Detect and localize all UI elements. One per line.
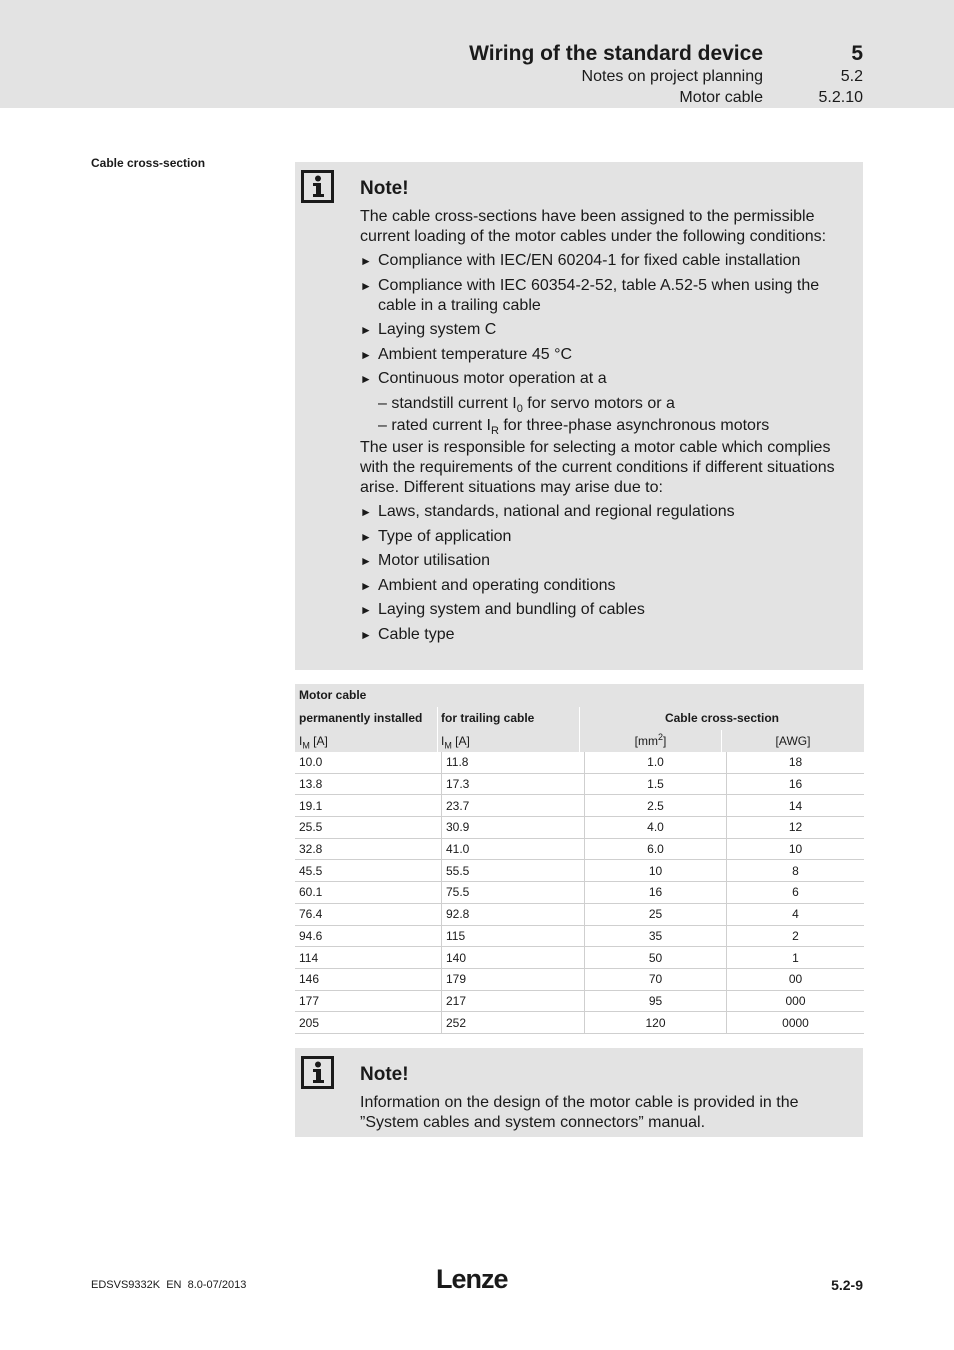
situation-list — [360, 502, 855, 645]
bullet-arrow-icon: ► — [360, 323, 372, 338]
note-middle: The user is responsible for selecting a motor cable which complies with the requirements of the current conditions if different situations arise. Different situations may arise due to: — [360, 438, 835, 496]
note-box-2 — [295, 1048, 863, 1137]
data-table — [295, 752, 864, 1034]
table-cell: 205 — [295, 1012, 442, 1034]
table-header — [295, 684, 864, 752]
table-row — [295, 968, 864, 990]
motor-cable-table — [295, 684, 864, 1034]
table-cell: 252 — [442, 1012, 585, 1034]
table-cell: 10 — [727, 838, 865, 860]
list-item: ► Ambient temperature 45 °C — [360, 345, 573, 363]
table-cell: 0000 — [727, 1012, 865, 1034]
table-cell: 179 — [442, 968, 585, 990]
table-cell: 4.0 — [585, 817, 727, 839]
note-body — [360, 207, 855, 650]
table-cell: 13.8 — [295, 773, 442, 795]
table-cell: 8 — [727, 860, 865, 882]
bullet-arrow-icon: ► — [360, 529, 372, 544]
table-cell: 146 — [295, 968, 442, 990]
list-item: ► Laying system C — [360, 321, 497, 339]
table-row — [295, 795, 864, 817]
table-cell: 76.4 — [295, 903, 442, 925]
table-cell: 6.0 — [585, 838, 727, 860]
sub-item-standstill: – standstill current $I_0$ for servo motors or a — [378, 394, 675, 416]
table-cell: 140 — [442, 947, 585, 969]
table-cell: 41.0 — [442, 838, 585, 860]
table-cell: 50 — [585, 947, 727, 969]
page-header — [0, 0, 954, 108]
subsection-title: Motor cable — [679, 89, 763, 106]
note-title: Note! — [360, 1064, 409, 1085]
table-cell: 70 — [585, 968, 727, 990]
list-item: ► Type of application — [360, 527, 512, 545]
chapter-number: 5 — [851, 42, 863, 65]
list-item: ► Ambient and operating conditions — [360, 576, 616, 594]
unit-permanent: $I_M$ [A] — [299, 734, 328, 751]
condition-list — [360, 251, 855, 389]
unit-mm2: $[mm^2]$ — [634, 732, 667, 748]
table-row — [295, 860, 864, 882]
unit-trailing: $I_M$ [A] — [441, 734, 470, 751]
table-cell: 94.6 — [295, 925, 442, 947]
section-number: 5.2 — [840, 68, 863, 85]
table-cell: 55.5 — [442, 860, 585, 882]
table-cell: 1 — [727, 947, 865, 969]
bullet-arrow-icon: ► — [360, 504, 372, 519]
note-body: Information on the design of the motor cable is provided in the ”System cables and system connectors” manual. — [360, 1094, 799, 1131]
bullet-arrow-icon: ► — [360, 254, 372, 268]
note-title: Note! — [360, 178, 409, 199]
table-cell: 32.8 — [295, 838, 442, 860]
table-cell: 10 — [585, 860, 727, 882]
table-row — [295, 773, 864, 795]
subsection-heading — [679, 89, 863, 111]
table-cell: 1.0 — [585, 752, 727, 773]
table-cell: 2 — [727, 925, 865, 947]
table-cell: 75.5 — [442, 882, 585, 904]
sub-item-rated: – rated current $I_R$ for three-phase asynchronous motors — [378, 416, 770, 438]
table-cell: 000 — [727, 990, 865, 1012]
table-cell: 16 — [585, 882, 727, 904]
chapter-title: Wiring of the standard device — [469, 42, 763, 65]
table-cell: 114 — [295, 947, 442, 969]
list-item: ► Motor utilisation — [360, 552, 491, 570]
section-title: Notes on project planning — [581, 68, 763, 85]
table-row — [295, 990, 864, 1012]
table-cell: 217 — [442, 990, 585, 1012]
group-header: Motor cable — [299, 688, 367, 702]
info-icon — [301, 1056, 334, 1089]
table-cell: 30.9 — [442, 817, 585, 839]
table-cell: 17.3 — [442, 773, 585, 795]
table-cell: 177 — [295, 990, 442, 1012]
table-row — [295, 838, 864, 860]
table-cell: 25 — [585, 903, 727, 925]
table-cell: 45.5 — [295, 860, 442, 882]
list-item: ► Continuous motor operation at a — [360, 370, 607, 388]
info-icon — [301, 170, 334, 203]
col-header-permanent: permanently installed — [299, 711, 423, 725]
bullet-arrow-icon: ► — [360, 347, 372, 362]
table-row — [295, 882, 864, 904]
table-cell: 25.5 — [295, 817, 442, 839]
lenze-logo: Lenze — [436, 1264, 508, 1294]
page-number: 5.2-9 — [831, 1277, 863, 1293]
table-cell: 10.0 — [295, 752, 442, 773]
col-header-cross-section: Cable cross-section — [664, 711, 780, 725]
list-item: ► Compliance with IEC 60354-2-52, table A.52-5 when using the cable in a trailing cable — [360, 276, 820, 314]
margin-label: Cable cross-section — [91, 156, 206, 170]
note-box — [295, 162, 863, 670]
bullet-arrow-icon: ► — [360, 627, 372, 642]
table-row — [295, 925, 864, 947]
bullet-arrow-icon: ► — [360, 554, 372, 569]
bullet-arrow-icon: ► — [360, 278, 372, 293]
bullet-arrow-icon: ► — [360, 578, 372, 593]
table-row — [295, 817, 864, 839]
table-cell: 12 — [727, 817, 865, 839]
bullet-arrow-icon: ► — [360, 372, 372, 387]
table-cell: 60.1 — [295, 882, 442, 904]
unit-awg: [AWG] — [775, 734, 811, 748]
table-cell: 6 — [727, 882, 865, 904]
table-row — [295, 947, 864, 969]
note-intro: The cable cross-sections have been assigned to the permissible current loading of the motor cables under the following conditions: — [360, 208, 827, 245]
table-cell: 19.1 — [295, 795, 442, 817]
table-cell: 14 — [727, 795, 865, 817]
bullet-arrow-icon: ► — [360, 603, 372, 618]
table-row — [295, 752, 864, 773]
table-cell: 95 — [585, 990, 727, 1012]
table-cell: 23.7 — [442, 795, 585, 817]
table-cell: 18 — [727, 752, 865, 773]
table-cell: 4 — [727, 903, 865, 925]
table-cell: 120 — [585, 1012, 727, 1034]
table-row — [295, 903, 864, 925]
list-item: ► Laws, standards, national and regional regulations — [360, 502, 735, 520]
table-cell: 2.5 — [585, 795, 727, 817]
col-header-trailing: for trailing cable — [441, 711, 535, 725]
table-cell: 115 — [442, 925, 585, 947]
list-item: ► Compliance with IEC/EN 60204-1 for fixed cable installation — [360, 252, 801, 269]
table-cell: 16 — [727, 773, 865, 795]
doc-reference: EDSVS9332K EN 8.0-07/2013 — [91, 1279, 247, 1291]
table-cell: 92.8 — [442, 903, 585, 925]
chapter-heading — [469, 42, 863, 68]
table-cell: 35 — [585, 925, 727, 947]
list-item: ► Cable type — [360, 625, 455, 643]
list-item: ► Laying system and bundling of cables — [360, 601, 645, 619]
table-cell: 1.5 — [585, 773, 727, 795]
subsection-number: 5.2.10 — [818, 89, 863, 106]
table-cell: 00 — [727, 968, 865, 990]
section-heading — [582, 68, 863, 90]
table-row — [295, 1012, 864, 1034]
table-cell: 11.8 — [442, 752, 585, 773]
